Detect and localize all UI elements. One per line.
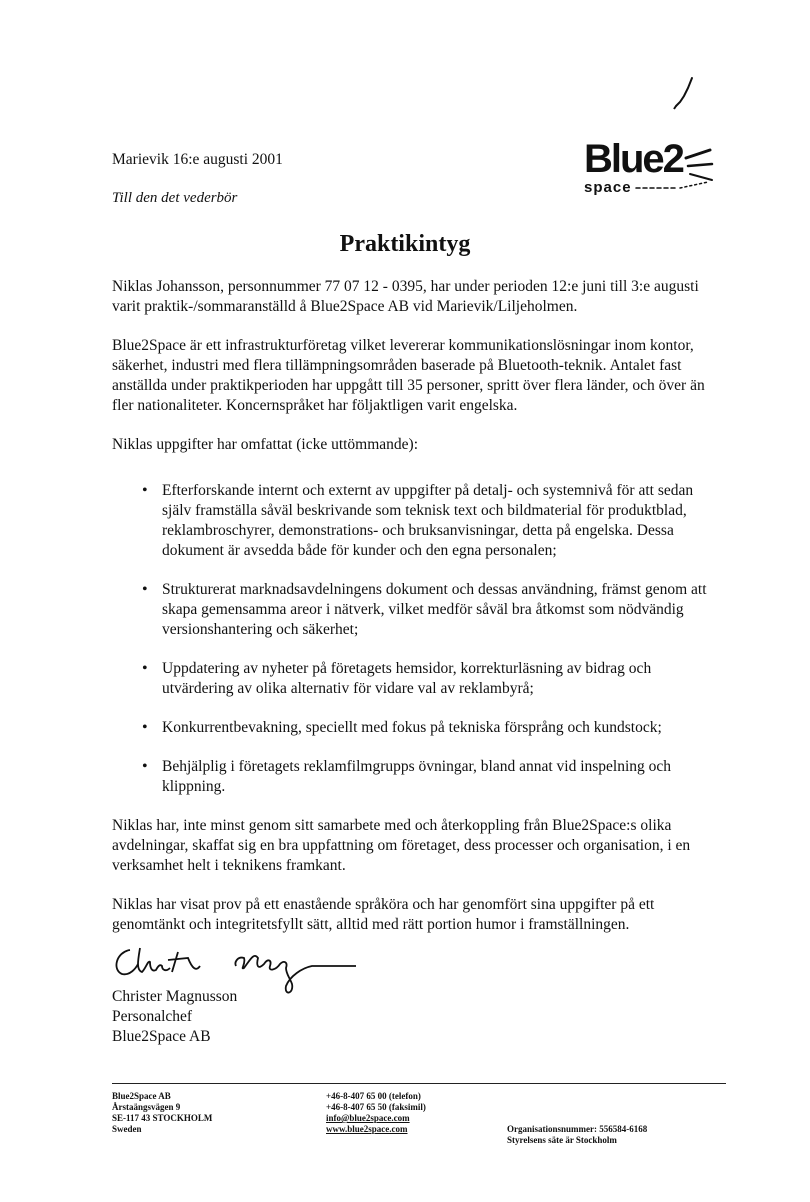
paragraph-company: Blue2Space är ett infrastrukturföretag vilket levererar kommunikationslösningar inom kontor, säkerhet, industri med flera tillämpningsområden baserade på Bluetooth-teknik. Antalet fast anställda under praktikperioden har uppgått till 35 personer, spritt över flera länder, och över än fler nationaliteter. Koncernspråket har följaktligen varit engelska. xyxy=(112,337,705,414)
footer-address xyxy=(112,1091,212,1135)
paragraph-tasks-intro: Niklas uppgifter har omfattat (icke uttömmande): xyxy=(112,436,419,453)
paragraph-cooperation: Niklas har, inte minst genom sitt samarbete med och återkoppling från Blue2Space:s olika avdelningar, skaffat sig en bra uppfattning om företaget, dess processer och organisation, i en verksamhet helt i teknikens framkant. xyxy=(112,817,691,874)
footer-org-number: Organisationsnummer: 556584-6168 xyxy=(507,1124,648,1134)
footer-fax: +46-8-407 65 50 (faksimil) xyxy=(326,1102,426,1112)
list-item xyxy=(112,659,724,699)
bullet-icon: • xyxy=(142,660,148,677)
footer-line: SE-117 43 STOCKHOLM xyxy=(112,1113,213,1123)
footer-contact xyxy=(326,1091,426,1135)
task-text: Konkurrentbevakning, speciellt med fokus på tekniska försprång och kundstock; xyxy=(162,719,662,736)
bullet-icon: • xyxy=(142,758,148,775)
bullet-icon: • xyxy=(142,482,148,499)
task-text: Behjälplig i företagets reklamfilmgrupps övningar, bland annat vid inspelning och klippning. xyxy=(162,758,672,795)
footer-phone: +46-8-407 65 00 (telefon) xyxy=(326,1091,421,1101)
list-item xyxy=(112,481,724,561)
footer-org xyxy=(507,1124,647,1146)
list-item xyxy=(112,580,724,640)
task-list xyxy=(112,481,724,797)
footer-divider xyxy=(112,1083,726,1084)
list-item xyxy=(112,718,724,738)
logo-text-sub: space xyxy=(584,179,632,196)
task-text: Strukturerat marknadsavdelningens dokument och dessas användning, främst genom att skapa gemensamma areor i nätverk, vilket medför såväl bra åtkomst som nödvändig versionshantering och säkerhet; xyxy=(162,581,707,638)
bullet-icon: • xyxy=(142,719,148,736)
task-text: Uppdatering av nyheter på företagets hemsidor, korrekturläsning av bidrag och utvärdering av olika alternativ för vidare val av reklambyrå; xyxy=(162,660,652,697)
footer-website-link[interactable]: www.blue2space.com xyxy=(326,1124,408,1134)
footer-email-link[interactable]: info@blue2space.com xyxy=(326,1113,410,1123)
signer-name: Christer Magnusson xyxy=(112,988,238,1005)
letter-body xyxy=(112,277,724,954)
pen-mark-icon xyxy=(672,76,698,110)
bullet-icon: • xyxy=(142,581,148,598)
footer-board-seat: Styrelsens säte är Stockholm xyxy=(507,1135,617,1145)
signer-block xyxy=(112,987,237,1047)
letter-recipient: Till den det vederbör xyxy=(112,190,238,206)
footer-line: Sweden xyxy=(112,1124,142,1134)
paragraph-intro: Niklas Johansson, personnummer 77 07 12 - 0395, har under perioden 12:e juni till 3:e augusti varit praktik-/sommaranställd å Blue2Space AB vid Marievik/Liljeholmen. xyxy=(112,278,699,315)
paragraph-closing: Niklas har visat prov på ett enastående språköra och har genomfört sina uppgifter på ett genomtänkt och integritetsfyllt sätt, alltid med rätt portion humor i framställningen. xyxy=(112,896,655,933)
document-title: Praktikintyg xyxy=(339,231,471,257)
signer-role: Personalchef xyxy=(112,1008,193,1025)
footer-line: Årstaängsvägen 9 xyxy=(112,1102,181,1112)
company-logo xyxy=(578,132,718,196)
letter-date: Marievik 16:e augusti 2001 xyxy=(112,151,283,168)
task-text: Efterforskande internt och externt av uppgifter på detalj- och systemnivå för att sedan själv framställa såväl beskrivande som teknisk text och bildmaterial för produktblad, reklambroschyrer, demonstrations- och bruksanvisningar, detta på engelska. Dessa dokument är avsedda både för kunder och den egna personalen; xyxy=(162,482,694,559)
list-item xyxy=(112,757,724,797)
footer-line: Blue2Space AB xyxy=(112,1091,171,1101)
signer-company: Blue2Space AB xyxy=(112,1028,211,1045)
logo-text-main: Blue2 xyxy=(584,137,683,181)
